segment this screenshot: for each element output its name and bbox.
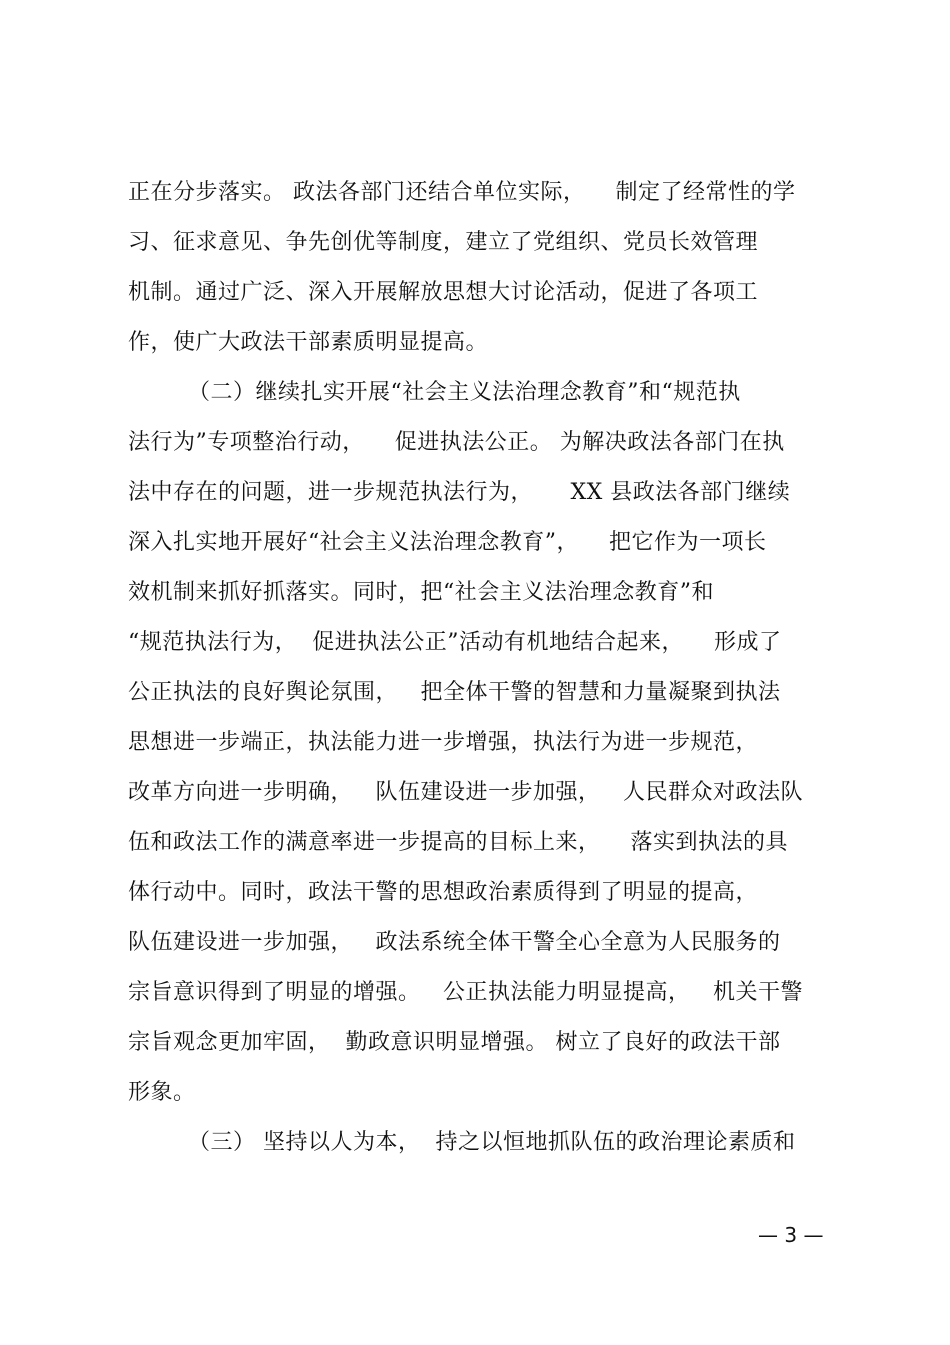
text-line: 思想进一步端正，执法能力进一步增强，执法行为进一步规范， (128, 730, 759, 755)
text-line: 队伍建设进一步加强， 政法系统全体干警全心全意为人民服务的 (128, 930, 781, 955)
text-line: 深入扎实地开展好“社会主义法治理念教育”， 把它作为一项长 (128, 530, 767, 555)
text-line: 法行为”专项整治行动， 促进执法公正。 为解决政法各部门在执 (128, 430, 785, 455)
text-line: 伍和政法工作的满意率进一步提高的目标上来， 落实到执法的具 (128, 830, 788, 855)
text-line: 作，使广大政法干部素质明显提高。 (128, 330, 489, 355)
section-heading-line: （二）继续扎实开展“社会主义法治理念教育”和“规范执 (188, 380, 741, 405)
text-line: 宗旨意识得到了明显的增强。 公正执法能力明显提高， 机关干警 (128, 980, 803, 1005)
text-line: 正在分步落实。 政法各部门还结合单位实际， 制定了经常性的学 (128, 180, 796, 205)
text-line: 公正执法的良好舆论氛围， 把全体干警的智慧和力量凝聚到执法 (128, 680, 781, 705)
text-line: 效机制来抓好抓落实。同时，把“社会主义法治理念教育”和 (128, 580, 714, 605)
text-line: 形象。 (128, 1080, 196, 1105)
text-line: 法中存在的问题，进一步规范执法行为， XX 县政法各部门继续 (128, 480, 791, 505)
text-line: 宗旨观念更加牢固， 勤政意识明显增强。 树立了良好的政法干部 (128, 1030, 781, 1055)
text-line: 体行动中。同时，政法干警的思想政治素质得到了明显的提高， (128, 880, 759, 905)
text-line: 机制。通过广泛、深入开展解放思想大讨论活动，促进了各项工 (128, 280, 759, 305)
text-line: 改革方向进一步明确， 队伍建设进一步加强， 人民群众对政法队 (128, 780, 803, 805)
text-line: 习、征求意见、争先创优等制度，建立了党组织、党员长效管理 (128, 230, 759, 255)
text-line: “规范执法行为， 促进执法公正”活动有机地结合起来， 形成了 (128, 630, 782, 655)
page-number: — 3 — (758, 1223, 824, 1247)
section-heading-line: （三） 坚持以人为本， 持之以恒地抓队伍的政治理论素质和 (188, 1130, 796, 1155)
